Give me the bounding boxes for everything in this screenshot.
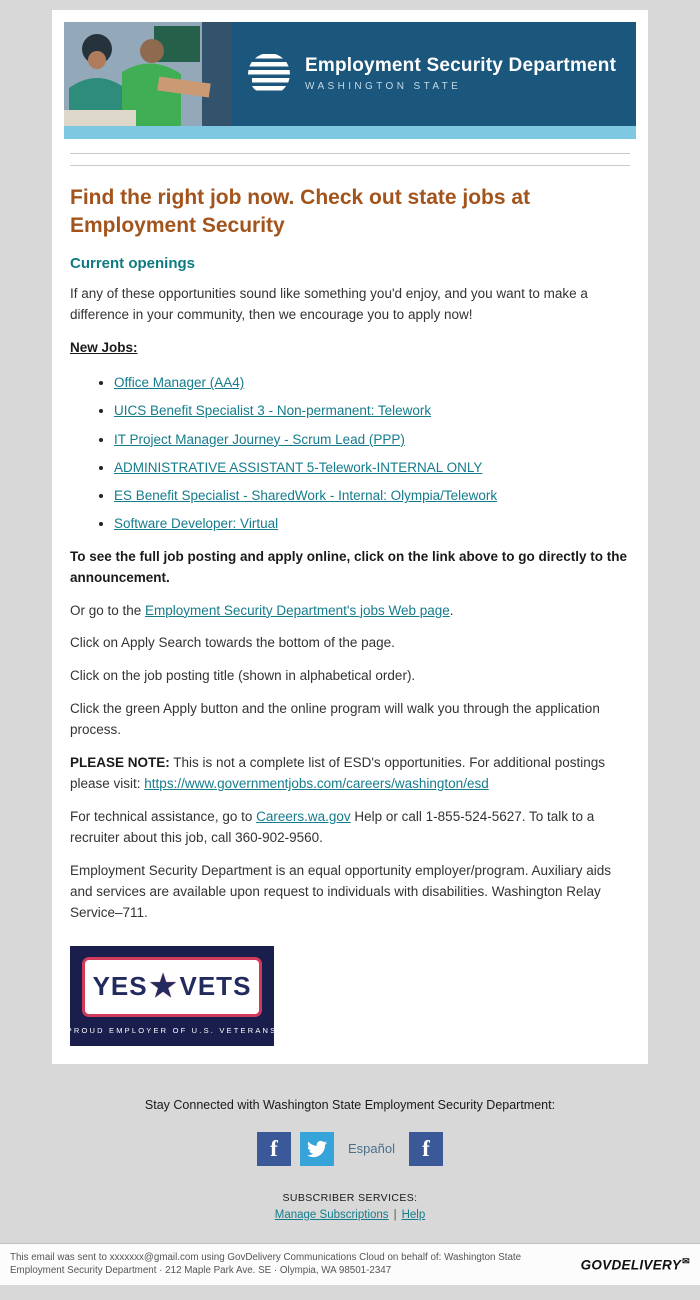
jobs-page-paragraph bbox=[70, 601, 630, 622]
please-note-text: This is not a complete list of ESD's opportunities. For additional postings please visit: bbox=[70, 755, 606, 792]
yesvets-logo bbox=[66, 946, 278, 1046]
org-subtitle: WASHINGTON STATE bbox=[305, 80, 462, 92]
job-link-es-benefit-specialist[interactable]: ES Benefit Specialist - SharedWork - Internal: Olympia/Telework bbox=[114, 488, 498, 504]
facebook-icon[interactable] bbox=[257, 1132, 291, 1166]
text-suffix: . bbox=[449, 602, 454, 618]
yesvets-vets-text: VETS bbox=[179, 971, 252, 1002]
esd-logo-icon bbox=[246, 51, 292, 97]
list-item bbox=[114, 373, 630, 393]
list-item bbox=[114, 514, 630, 534]
job-link-administrative-assistant[interactable]: ADMINISTRATIVE ASSISTANT 5-Telework-INTERNAL ONLY bbox=[114, 459, 483, 475]
tech-text-prefix: For technical assistance, go to bbox=[70, 809, 257, 824]
intro-paragraph: If any of these opportunities sound like something you'd enjoy, and you want to make a difference in your community, then we encourage you to apply now! bbox=[70, 286, 588, 323]
yesvets-tagline: PROUD EMPLOYER OF U.S. VETERANS bbox=[66, 1025, 278, 1035]
email-card bbox=[52, 10, 648, 1064]
job-link-office-manager[interactable]: Office Manager (AA4) bbox=[114, 375, 245, 391]
facebook-glyph: f bbox=[422, 1135, 430, 1161]
espanol-link[interactable]: Español bbox=[348, 1141, 395, 1157]
apply-instructions: To see the full job posting and apply online, click on the link above to go directly to the announcement. bbox=[70, 548, 628, 585]
section-heading-current-openings: Current openings bbox=[70, 255, 196, 273]
separator: | bbox=[393, 1208, 397, 1221]
please-note-label: PLEASE NOTE: bbox=[70, 755, 170, 771]
careers-wa-gov-link[interactable]: Careers.wa.gov bbox=[256, 809, 351, 824]
job-link-it-project-manager[interactable]: IT Project Manager Journey - Scrum Lead (PPP) bbox=[114, 431, 405, 447]
stay-connected-text: Stay Connected with Washington State Employment Security Department: bbox=[144, 1097, 556, 1112]
twitter-bird-icon bbox=[307, 1139, 327, 1159]
text-prefix: Or go to the bbox=[70, 602, 146, 618]
subscriber-links bbox=[0, 1209, 700, 1221]
header-banner bbox=[64, 22, 636, 126]
eoe-paragraph: Employment Security Department is an equal opportunity employer/program. Auxiliary aids and services are available upon request to individuals with disabilities. Washington Relay Service–711. bbox=[70, 862, 612, 920]
divider bbox=[70, 165, 630, 166]
govdelivery-wordmark: GOVDELIVERY bbox=[580, 1257, 682, 1273]
step-apply-button: Click the green Apply button and the online program will walk you through the application process. bbox=[70, 701, 600, 738]
divider bbox=[70, 153, 630, 154]
governmentjobs-link[interactable]: https://www.governmentjobs.com/careers/washington/esd bbox=[144, 776, 489, 792]
govdelivery-logo bbox=[581, 1256, 690, 1273]
manage-subscriptions-link[interactable]: Manage Subscriptions bbox=[274, 1208, 389, 1221]
brand-text bbox=[305, 56, 616, 92]
legal-text: This email was sent to xxxxxxx@gmail.com using GovDelivery Communications Cloud on behalf of: Washington State Employment Security Department · 212 Maple Park Ave. SE · Olympia, WA 98501-2347 bbox=[10, 1251, 522, 1277]
jobs-web-page-link[interactable]: Employment Security Department's jobs Web page bbox=[145, 602, 450, 618]
banner-accent-strip bbox=[64, 126, 636, 139]
new-jobs-heading bbox=[70, 338, 630, 359]
yesvets-badge bbox=[82, 957, 262, 1017]
job-list bbox=[114, 373, 630, 535]
yesvets-yes-text: YES bbox=[92, 971, 148, 1002]
handshake-photo-illustration bbox=[64, 22, 232, 126]
page-title: Find the right job now. Check out state jobs at Employment Security bbox=[70, 186, 531, 237]
tech-assistance-paragraph bbox=[70, 807, 630, 849]
new-jobs-label: New Jobs: bbox=[70, 340, 138, 356]
org-name: Employment Security Department bbox=[305, 55, 617, 77]
twitter-icon[interactable] bbox=[300, 1132, 334, 1166]
subscriber-services-label: SUBSCRIBER SERVICES: bbox=[282, 1191, 418, 1204]
list-item bbox=[114, 458, 630, 478]
header-photo bbox=[64, 22, 232, 126]
header-brand bbox=[232, 22, 636, 126]
social-row bbox=[0, 1132, 700, 1166]
step-apply-search: Click on Apply Search towards the bottom of the page. bbox=[70, 635, 395, 651]
envelope-icon: ✉ bbox=[682, 1255, 690, 1266]
list-item bbox=[114, 486, 630, 506]
step-posting-title: Click on the job posting title (shown in alphabetical order). bbox=[70, 668, 416, 684]
job-link-software-developer[interactable]: Software Developer: Virtual bbox=[114, 516, 279, 532]
list-item bbox=[114, 430, 630, 450]
star-icon: ★ bbox=[149, 969, 178, 1003]
email-body bbox=[64, 153, 636, 1046]
list-item bbox=[114, 401, 630, 421]
please-note-paragraph bbox=[70, 753, 630, 795]
facebook-glyph: f bbox=[270, 1135, 278, 1161]
legal-bar bbox=[0, 1243, 700, 1285]
facebook-espanol-icon[interactable] bbox=[409, 1132, 443, 1166]
help-link[interactable]: Help bbox=[401, 1208, 426, 1221]
job-link-uics-benefit-specialist[interactable]: UICS Benefit Specialist 3 - Non-permanent: Telework bbox=[114, 403, 432, 419]
tech-text-suffix: Help or call 1-855-524-5627. To talk to a recruiter about this job, call 360-902-9560. bbox=[70, 809, 595, 845]
footer bbox=[0, 1054, 700, 1221]
